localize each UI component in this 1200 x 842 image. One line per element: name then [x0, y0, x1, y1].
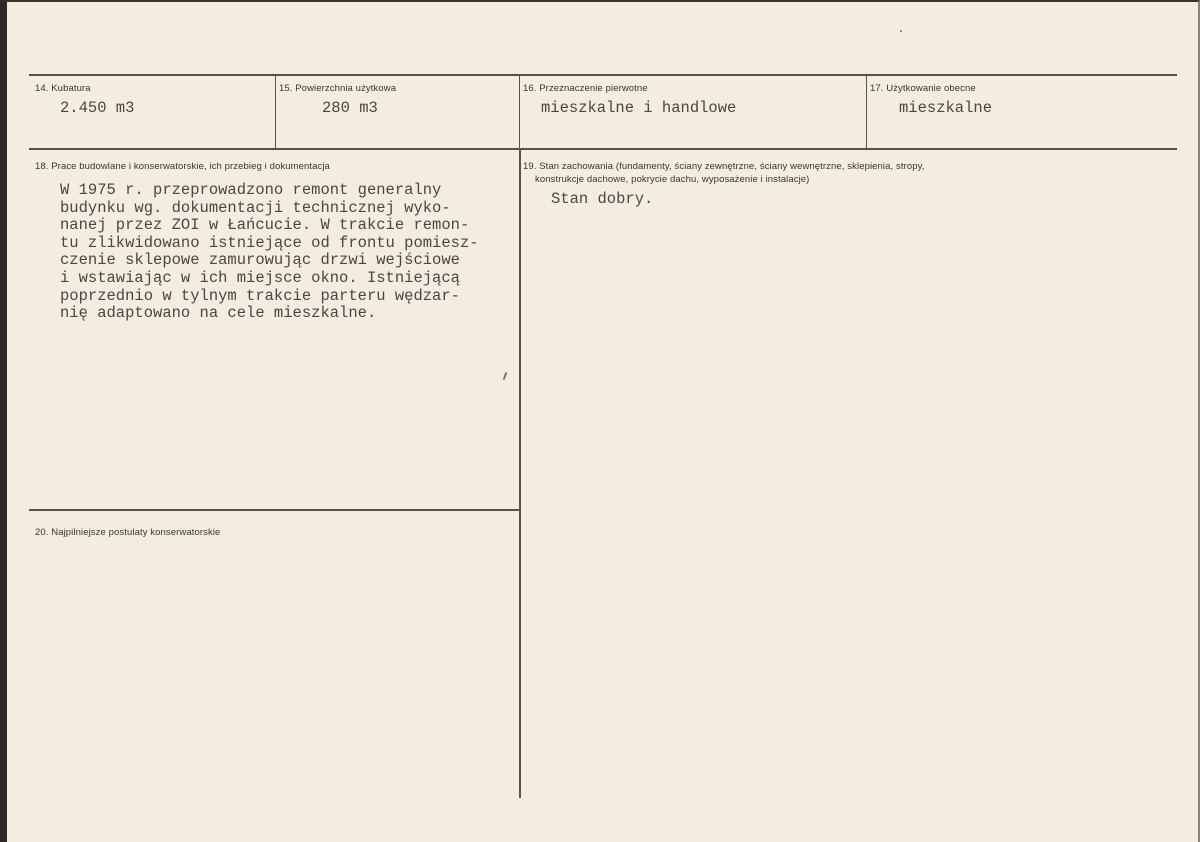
field-16-label: 16. Przeznaczenie pierwotne: [523, 83, 648, 94]
scan-speck: [900, 30, 902, 32]
field-18-line: budynku wg. dokumentacji technicznej wyko-: [60, 198, 451, 217]
field-18-line: W 1975 r. przeprowadzono remont generalny: [60, 181, 442, 199]
section-18-bottom-rule: [29, 509, 519, 511]
field-15-value: 280 m3: [322, 99, 378, 117]
field-17-value: mieszkalne: [899, 99, 993, 117]
divider-16-17: [866, 76, 867, 148]
field-19-label-line-1: 19. Stan zachowania (fundamenty, ściany zewnętrzne, ściany wewnętrzne, sklepienia, stropy,: [523, 161, 925, 172]
top-rule: [29, 74, 1177, 76]
field-18-line: i wstawiając w ich miejsce okno. Istniejącą: [60, 268, 460, 287]
field-20-label: 20. Najpilniejsze postulaty konserwatorskie: [35, 527, 221, 538]
field-18-text: [60, 182, 479, 323]
scan-speck: [503, 372, 508, 380]
field-16-value: mieszkalne i handlowe: [541, 99, 737, 117]
field-18-line: tu zlikwidowano istniejące od frontu pomiesz-: [60, 233, 479, 252]
field-19-label-line-2: konstrukcje dachowe, pokrycie dachu, wyposażenie i instalacje): [535, 174, 810, 185]
field-18-line: nanej przez ZOI w Łańcucie. W trakcie remon-: [60, 216, 470, 235]
field-18-line: nię adaptowano na cele mieszkalne.: [60, 304, 377, 323]
divider-15-16: [519, 76, 520, 148]
divider-14-15: [275, 76, 276, 148]
field-18-label: 18. Prace budowlane i konserwatorskie, ich przebieg i dokumentacja: [35, 161, 330, 172]
header-bottom-rule: [29, 148, 1177, 150]
field-14-value: 2.450 m3: [60, 99, 135, 117]
field-17-label: 17. Użytkowanie obecne: [870, 83, 976, 94]
divider-main-columns: [519, 150, 521, 798]
field-19-value: Stan dobry.: [551, 190, 654, 208]
field-15-label: 15. Powierzchnia użytkowa: [279, 83, 397, 94]
field-18-line: czenie sklepowe zamurowując drzwi wejściowe: [60, 251, 460, 270]
field-18-line: poprzednio w tylnym trakcie parteru wędzar-: [60, 286, 460, 305]
field-14-label: 14. Kubatura: [35, 83, 91, 94]
